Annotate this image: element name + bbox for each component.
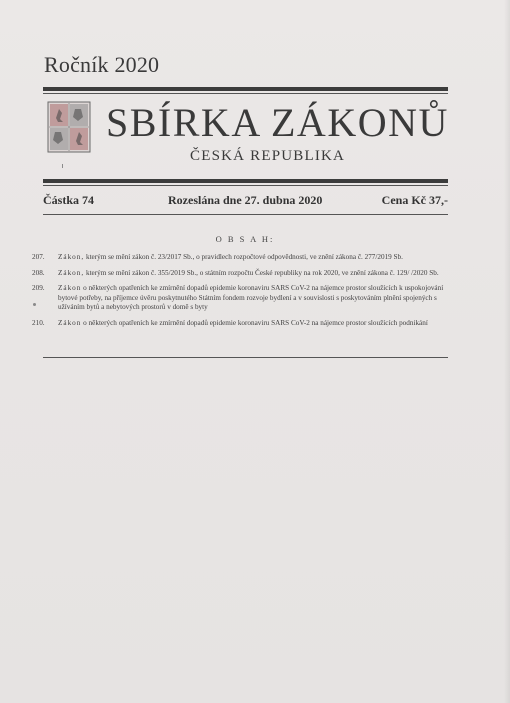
contents-entry: [32, 253, 452, 263]
contents-entry: [32, 284, 452, 313]
entry-type: Zákon: [58, 318, 82, 327]
meta-top-rule-thin: [43, 185, 448, 186]
entry-type: Zákon: [58, 284, 82, 292]
meta-top-rule: [43, 179, 448, 183]
entry-number: 210.: [32, 318, 45, 327]
entry-type: Zákon,: [58, 268, 85, 277]
contents-entry: [32, 319, 452, 329]
entry-type: Zákon,: [58, 253, 85, 261]
entry-text: kterým se mění zákon č. 355/2019 Sb., o státním rozpočtu České republiky na rok 2020, ve znění zákona č. 129/ /2020 Sb.: [85, 268, 439, 277]
czech-coat-of-arms-icon: [47, 101, 91, 153]
scan-mark: [62, 164, 63, 168]
entry-text: kterým se mění zákon č. 23/2017 Sb., o pravidlech rozpočtové odpovědnosti, ve znění zákona č. 277/2019 Sb.: [85, 253, 403, 261]
header-top-rule: [43, 87, 448, 91]
entry-number: 209.: [32, 284, 45, 292]
masthead-title: SBÍRKA ZÁKONŮ: [106, 100, 449, 145]
masthead-subtitle: ČESKÁ REPUBLIKA: [190, 148, 346, 164]
distribution-date: Rozeslána dne 27. dubna 2020: [168, 193, 323, 207]
contents-bottom-rule: [43, 357, 448, 358]
contents-entry: [32, 269, 452, 279]
issue-number: Částka 74: [43, 193, 95, 207]
issue-price: Cena Kč 37,-: [381, 193, 448, 207]
meta-bottom-rule: [43, 214, 448, 215]
scan-dot: [33, 303, 36, 306]
entry-number: 208.: [32, 268, 45, 277]
contents-heading: O B S A H:: [215, 234, 275, 244]
entry-text: o některých opatřeních ke zmírnění dopadů epidemie koronaviru SARS CoV-2 na nájemce prostor sloužících k uspokojování bytové potřeby, na příjemce úvěru poskytnutého Státním fondem rozvoje bydlení a v souvislosti s poskytováním plnění spojených s užíváním bytů a nebytových prostorů v domě s byty: [58, 284, 444, 311]
volume-label: Ročník 2020: [44, 52, 160, 77]
entry-text: o některých opatřeních ke zmírnění dopadů epidemie koronaviru SARS CoV-2 na nájemce prostor sloužících podnikání: [83, 318, 428, 327]
contents-list: [32, 253, 452, 334]
entry-number: 207.: [32, 253, 45, 261]
page-edge-shadow: [504, 0, 510, 703]
header-top-rule-thin: [43, 93, 448, 94]
